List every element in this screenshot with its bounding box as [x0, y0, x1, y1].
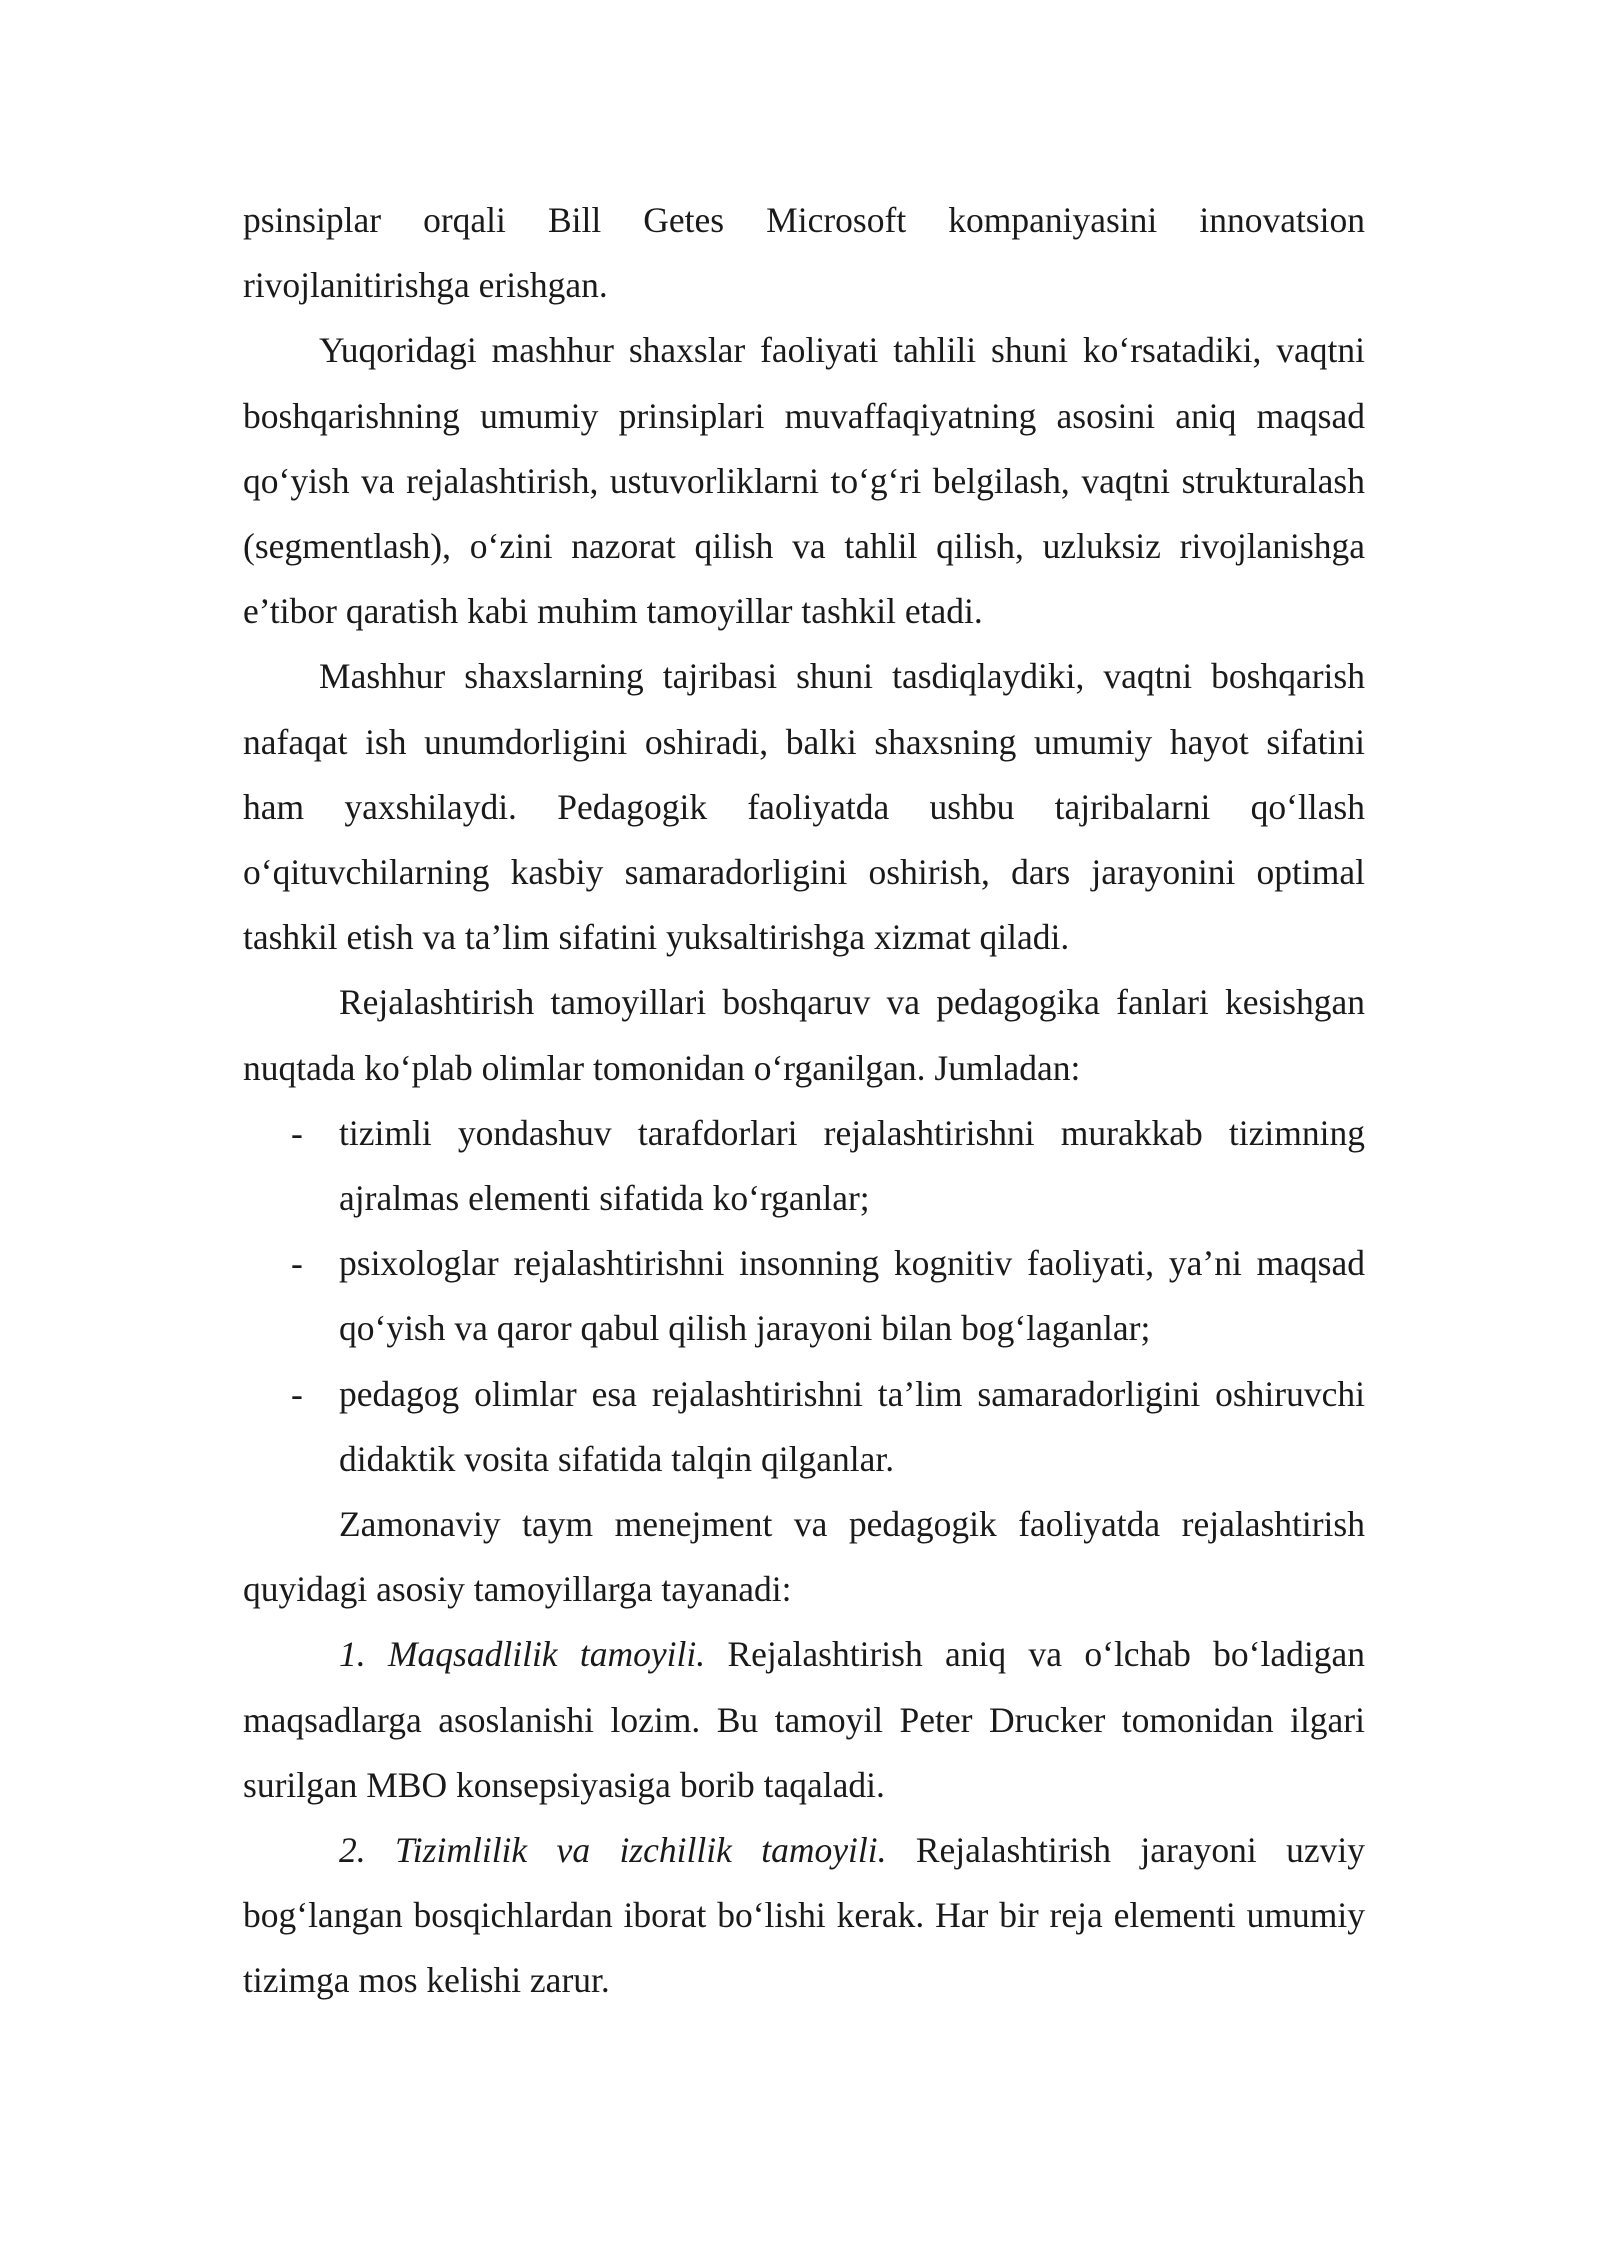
paragraph-planning-principles: Rejalashtirish tamoyillari boshqaruv va pedagogika fanlari kesishgan nuqtada koʻplab olimlar tomonidan oʻrganilgan. Jumladan: — [243, 982, 1365, 1088]
list-dash: - — [291, 1243, 303, 1284]
scholars-list — [243, 1101, 1365, 1492]
list-item-text: pedagog olimlar esa rejalashtirishni ta’lim samaradorligini oshiruvchi didaktik vosita sifatida talqin qilganlar. — [339, 1373, 1365, 1479]
principle-text: Rejalashtirish aniq va oʻlchab boʻladigan maqsadlarga asoslanishi lozim. Bu tamoyil Peter Drucker tomonidan ilgari surilgan MBO konsepsiyasiga borib taqaladi. — [243, 1634, 1365, 1805]
list-item-text: tizimli yondashuv tarafdorlari rejalashtirishni murakkab tizimning ajralmas elementi sifatida koʻrganlar; — [339, 1112, 1365, 1219]
list-dash: - — [291, 1112, 303, 1153]
list-item-text: psixologlar rejalashtirishni insonning kognitiv faoliyati, ya’ni maqsad qoʻyish va qaror qabul qilish jarayoni bilan bogʻlaganlar; — [339, 1243, 1365, 1349]
paragraph-principles-analysis: Yuqoridagi mashhur shaxslar faoliyati tahlili shuni koʻrsatadiki, vaqtni boshqarishning umumiy prinsiplari muvaffaqiyatning asosini aniq maqsad qoʻyish va rejalashtirish, ustuvorliklarni toʻgʻri belgilash, vaqtni strukturalash (segmentlash), oʻzini nazorat qilish va tahlil qilish, uzluksiz rivojlanishga e’tibor qaratish kabi muhim tamoyillar tashkil etadi. — [243, 330, 1365, 632]
list-item — [243, 1101, 1365, 1231]
paragraph-experience: Mashhur shaxslarning tajribasi shuni tasdiqlaydiki, vaqtni boshqarish nafaqat ish unumdorligini oshiradi, balki shaxsning umumiy hayot sifatini ham yaxshilaydi. Pedagogik faoliyatda ushbu tajribalarni qoʻllash oʻqituvchilarning kasbiy samaradorligini oshirish, dars jarayonini optimal tashkil etish va ta’lim sifatini yuksaltirishga xizmat qiladi. — [243, 656, 1365, 958]
paragraph-modern-time-management: Zamonaviy taym menejment va pedagogik faoliyatda rejalashtirish quyidagi asosiy tamoyillarga tayanadi: — [243, 1504, 1365, 1610]
principle-title: 1. Maqsadlilik tamoyili. — [339, 1634, 706, 1675]
principle-text: Rejalashtirish jarayoni uzviy bogʻlangan bosqichlardan iborat boʻlishi kerak. Har bir reja elementi umumiy tizimga mos kelishi zarur. — [243, 1830, 1365, 2001]
principle-title: 2. Tizimlilik va izchillik tamoyili. — [339, 1830, 887, 1871]
principle-purposefulness — [243, 1622, 1365, 1818]
document-body — [243, 188, 1365, 2014]
principle-systematicity — [243, 1818, 1365, 2014]
list-item — [243, 1231, 1365, 1361]
paragraph-bill-gates: psinsiplar orqali Bill Getes Microsoft kompaniyasini innovatsion rivojlanitirishga erishgan. — [243, 200, 1365, 306]
list-item — [243, 1362, 1365, 1492]
list-dash: - — [291, 1373, 303, 1414]
